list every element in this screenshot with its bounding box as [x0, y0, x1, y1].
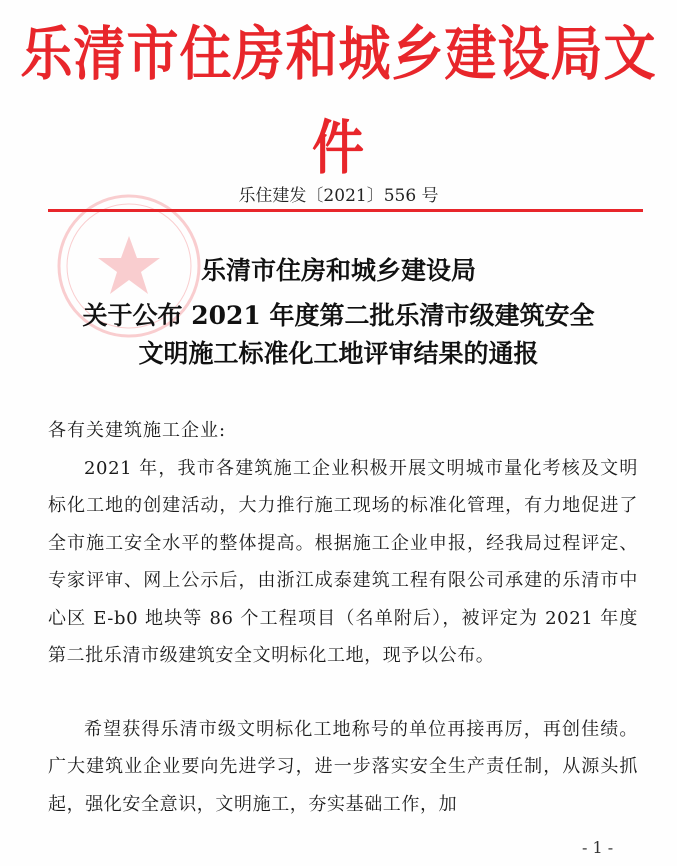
- document-number: 乐住建发〔2021〕556 号: [238, 186, 439, 206]
- body-paragraph-2: 希望获得乐清市级文明标化工地称号的单位再接再厉，再创佳绩。广大建筑业企业要向先进学习，进一步落实安全生产责任制，从源头抓起，强化安全意识，文明施工，夯实基础工作，加: [48, 719, 638, 815]
- body-paragraph-1: 2021 年，我市各建筑施工企业积极开展文明城市量化考核及文明标化工地的创建活动，大力推行施工现场的标准化管理，有力地促进了全市施工安全水平的整体提高。根据施工企业申报，经我局过程评定、专家评审、网上公示后，由浙江成泰建筑工程有限公司承建的乐清市中心区 E-b0 地块等 86 个工程项目（名单附后），被评定为 2021 年度第二批乐清市级建筑安全文明标化工地，现予以公布。: [48, 458, 638, 667]
- document-title-line-3: 文明施工标准化工地评审结果的通报: [138, 339, 539, 368]
- document-title-line-1: 乐清市住房和城乡建设局: [200, 256, 476, 285]
- salutation: 各有关建筑施工企业:: [48, 420, 227, 441]
- page-number: - 1 -: [582, 838, 614, 857]
- issuer-masthead: 乐清市住房和城乡建设局文件: [20, 21, 657, 183]
- document-title-line-2: 关于公布 2021 年度第二批乐清市级建筑安全: [82, 301, 595, 330]
